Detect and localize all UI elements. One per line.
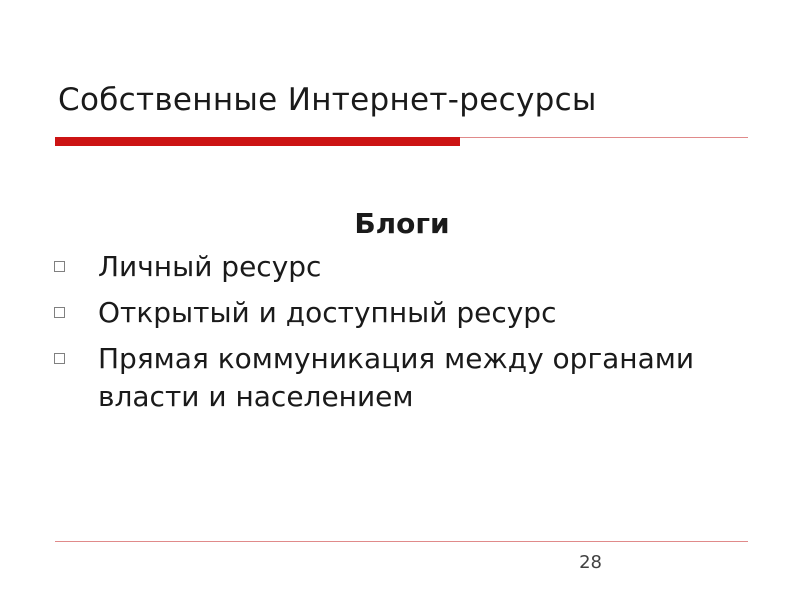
- square-bullet-icon: [54, 353, 65, 364]
- section-heading: Блоги: [354, 207, 450, 240]
- bullet-item: [52, 248, 712, 286]
- title-accent-bar: [55, 137, 460, 146]
- square-bullet-icon: [54, 261, 65, 272]
- bullet-text: Личный ресурс: [98, 250, 322, 283]
- bullet-item: [52, 294, 712, 332]
- slide-title: Собственные Интернет-ресурсы: [58, 82, 597, 118]
- bullet-text: Прямая коммуникация между органами власти и населением: [98, 342, 695, 413]
- slide-content: [52, 204, 712, 424]
- bullet-text: Открытый и доступный ресурс: [98, 296, 557, 329]
- bullet-list: [52, 248, 712, 416]
- page-number: 28: [579, 552, 602, 573]
- square-bullet-icon: [54, 307, 65, 318]
- footer-rule: [55, 541, 748, 542]
- bullet-item: [52, 340, 712, 416]
